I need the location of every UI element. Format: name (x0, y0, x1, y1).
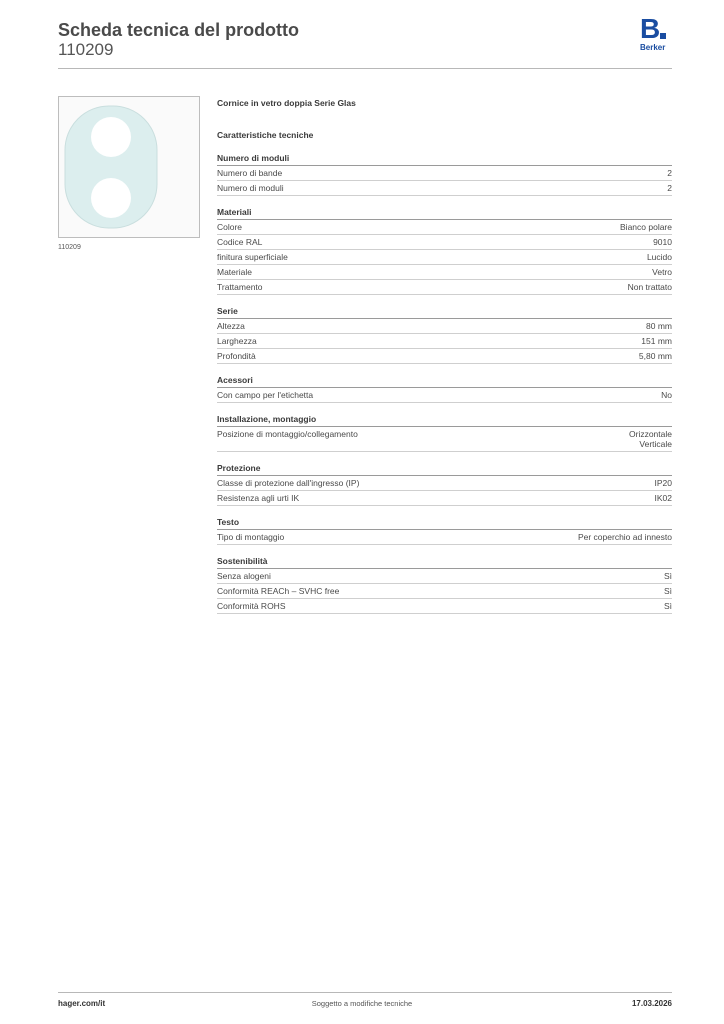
spec-label: Profondità (217, 351, 256, 361)
image-caption: 110209 (58, 244, 81, 251)
footer-website: hager.com/it (58, 999, 106, 1008)
spec-label: Tipo di montaggio (217, 532, 285, 542)
header-divider (58, 68, 672, 69)
spec-label: Senza alogeni (217, 571, 271, 581)
spec-label: Classe di protezione dall'ingresso (IP) (217, 478, 360, 488)
spec-row (217, 388, 672, 403)
spec-row (217, 220, 672, 235)
product-image (58, 96, 200, 238)
spec-label: Numero di moduli (217, 183, 284, 193)
spec-label: Larghezza (217, 336, 257, 346)
spec-value: Sì (663, 571, 672, 581)
spec-value: 151 mm (641, 336, 672, 346)
spec-sections (217, 152, 672, 614)
spec-label: Posizione di montaggio/collegamento (217, 429, 358, 439)
footer-divider (58, 992, 672, 993)
spec-section (217, 305, 672, 364)
spec-value: 9010 (653, 237, 672, 247)
spec-row (217, 599, 672, 614)
spec-value: IK02 (654, 493, 672, 503)
product-title: Cornice in vetro doppia Serie Glas (217, 98, 356, 108)
section-title: Installazione, montaggio (217, 413, 672, 427)
spec-row (217, 349, 672, 364)
section-title: Protezione (217, 462, 672, 476)
spec-row (217, 334, 672, 349)
spec-row (217, 530, 672, 545)
spec-value: Bianco polare (620, 222, 672, 232)
spec-label: Con campo per l'etichetta (217, 390, 314, 400)
berker-logo (638, 15, 678, 55)
spec-section (217, 462, 672, 506)
spec-row (217, 265, 672, 280)
spec-value: Sì (663, 586, 672, 596)
spec-value: Lucido (646, 252, 672, 262)
page-title: Scheda tecnica del prodotto (58, 20, 300, 40)
spec-row (217, 491, 672, 506)
spec-value: 5,80 mm (638, 351, 672, 361)
spec-row (217, 319, 672, 334)
spec-value: Vetro (652, 267, 672, 277)
spec-value: Sì (663, 601, 672, 611)
section-title: Numero di moduli (217, 152, 672, 166)
spec-row (217, 280, 672, 295)
spec-section (217, 555, 672, 614)
spec-section (217, 516, 672, 545)
spec-row (217, 235, 672, 250)
spec-value: Non trattato (627, 282, 672, 292)
spec-value: IP20 (654, 478, 672, 488)
spec-row (217, 476, 672, 491)
spec-label: Conformità REACh – SVHC free (217, 586, 340, 596)
spec-label: Altezza (217, 321, 245, 331)
spec-label: Colore (217, 222, 243, 232)
spec-value: No (661, 390, 672, 400)
footer-date: 17.03.2026 (631, 999, 672, 1008)
logo-dot (660, 33, 666, 39)
spec-section (217, 374, 672, 403)
spec-value: Per coperchio ad innesto (577, 532, 672, 542)
spec-row (217, 250, 672, 265)
frame-hole-bottom (91, 178, 131, 218)
spec-label: Trattamento (217, 282, 263, 292)
spec-value: 2 (667, 183, 672, 193)
section-title: Serie (217, 305, 672, 319)
footer-notice: Soggetto a modifiche tecniche (311, 999, 413, 1008)
spec-row (217, 569, 672, 584)
spec-label: Resistenza agli urti IK (217, 493, 300, 503)
section-title: Acessori (217, 374, 672, 388)
spec-label: Numero di bande (217, 168, 283, 178)
frame-hole-top (91, 117, 131, 157)
section-title: Sostenibilità (217, 555, 672, 569)
spec-value: 80 mm (646, 321, 672, 331)
spec-value: 2 (667, 168, 672, 178)
tech-heading: Caratteristiche tecniche (217, 130, 314, 140)
spec-row (217, 427, 672, 452)
spec-row (217, 584, 672, 599)
logo-letter: B (640, 13, 661, 44)
spec-content (217, 96, 672, 614)
product-code: 110209 (58, 40, 114, 59)
spec-section (217, 152, 672, 196)
section-title: Materiali (217, 206, 672, 220)
spec-label: Codice RAL (217, 237, 263, 247)
spec-section (217, 206, 672, 295)
spec-label: finitura superficiale (217, 252, 288, 262)
double-frame-image (59, 97, 199, 237)
spec-row (217, 166, 672, 181)
spec-section (217, 413, 672, 452)
spec-label: Materiale (217, 267, 252, 277)
section-title: Testo (217, 516, 672, 530)
spec-value: Orizzontale Verticale (629, 429, 672, 449)
spec-label: Conformità ROHS (217, 601, 286, 611)
spec-row (217, 181, 672, 196)
logo-text: Berker (640, 43, 666, 52)
